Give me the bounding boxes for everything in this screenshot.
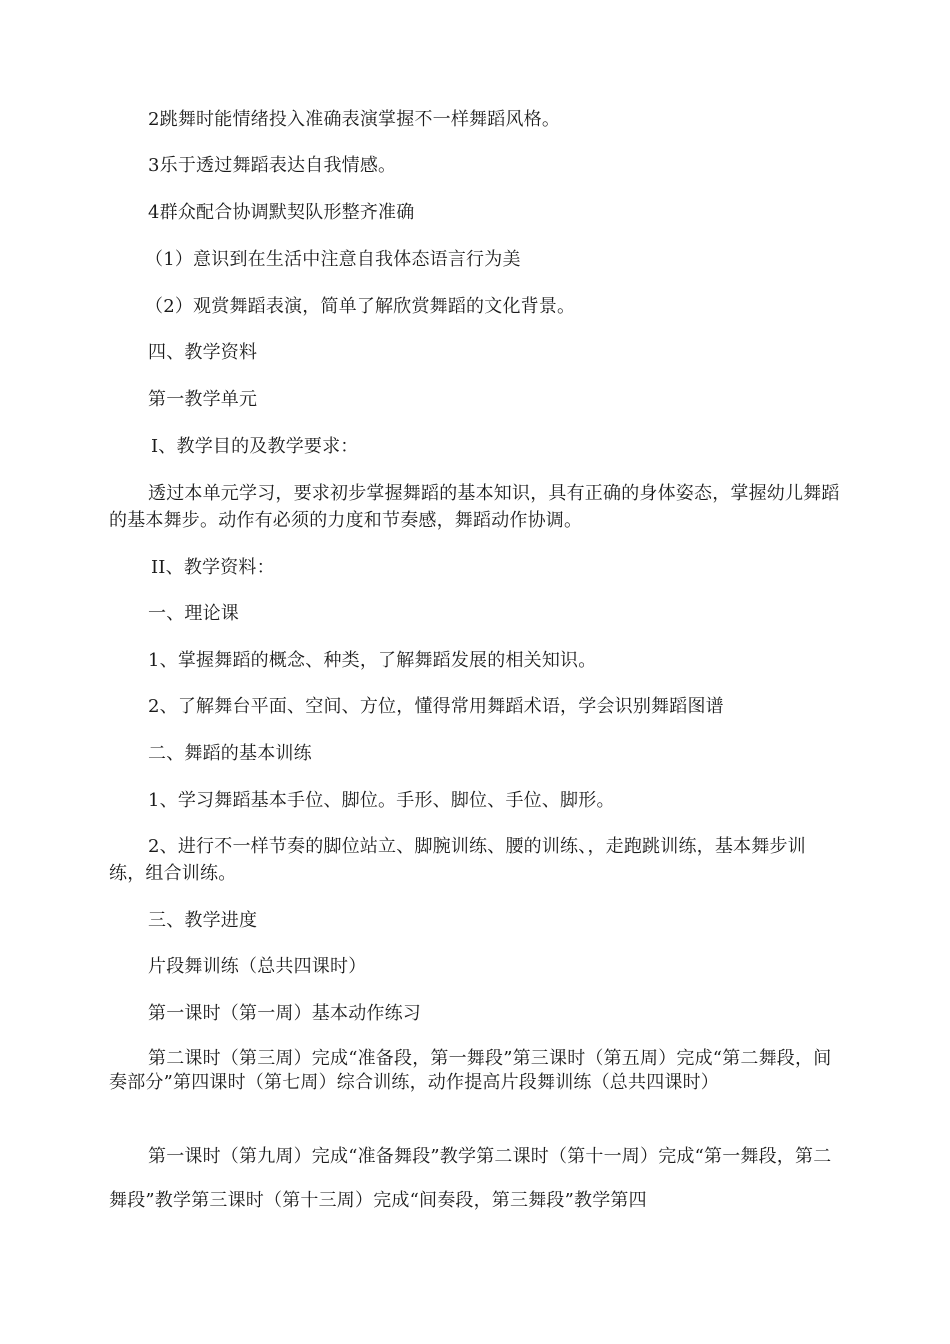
paragraph-lessons-second-part: 第一课时（第九周）完成“准备舞段”教学第二课时（第十一周）完成“第一舞段，第二舞段”教学第三课时（第十三周）完成“间奏段，第三舞段”教学第四 — [109, 1146, 832, 1211]
heading-progress: 三、教学进度 — [148, 910, 258, 931]
paragraph-goal-2: 2跳舞时能情绪投入准确表演掌握不一样舞蹈风格。 — [148, 109, 561, 130]
paragraph-goal-3: 3乐于透过舞蹈表达自我情感。 — [148, 155, 397, 176]
heading-basic-training: 二、舞蹈的基本训练 — [148, 743, 312, 764]
paragraph-lesson-1: 第一课时（第一周）基本动作练习 — [148, 1003, 421, 1024]
heading-unit-goals: I、教学目的及教学要求： — [151, 436, 359, 457]
heading-first-unit: 第一教学单元 — [148, 389, 258, 410]
paragraph-goal-4: 4群众配合协调默契队形整齐准确 — [148, 202, 415, 223]
paragraph-sub-1: （1）意识到在生活中注意自我体态语言行为美 — [145, 249, 521, 270]
paragraph-lessons-2-4: 第二课时（第三周）完成“准备段，第一舞段”第三课时（第五周）完成“第二舞段，间奏部分”第四课时（第七周）综合训练，动作提高片段舞训练（总共四课时） — [109, 1048, 832, 1093]
paragraph-training-1: 1、学习舞蹈基本手位、脚位。手形、脚位、手位、脚形。 — [148, 790, 615, 811]
paragraph-fragment-dance: 片段舞训练（总共四课时） — [148, 956, 367, 977]
heading-unit-materials: II、教学资料： — [151, 557, 275, 578]
paragraph-unit-goals: 透过本单元学习，要求初步掌握舞蹈的基本知识，具有正确的身体姿态，掌握幼儿舞蹈的基本舞步。动作有必须的力度和节奏感，舞蹈动作协调。 — [109, 483, 840, 531]
paragraph-sub-2: （2）观赏舞蹈表演，简单了解欣赏舞蹈的文化背景。 — [145, 296, 576, 317]
heading-teaching-materials: 四、教学资料 — [148, 342, 258, 363]
paragraph-theory-1: 1、掌握舞蹈的概念、种类，了解舞蹈发展的相关知识。 — [148, 650, 597, 671]
heading-theory: 一、理论课 — [148, 603, 239, 624]
paragraph-theory-2: 2、了解舞台平面、空间、方位，懂得常用舞蹈术语，学会识别舞蹈图谱 — [148, 696, 724, 717]
paragraph-training-2: 2、进行不一样节奏的脚位站立、脚腕训练、腰的训练、，走跑跳训练，基本舞步训练，组合训练。 — [109, 836, 806, 884]
